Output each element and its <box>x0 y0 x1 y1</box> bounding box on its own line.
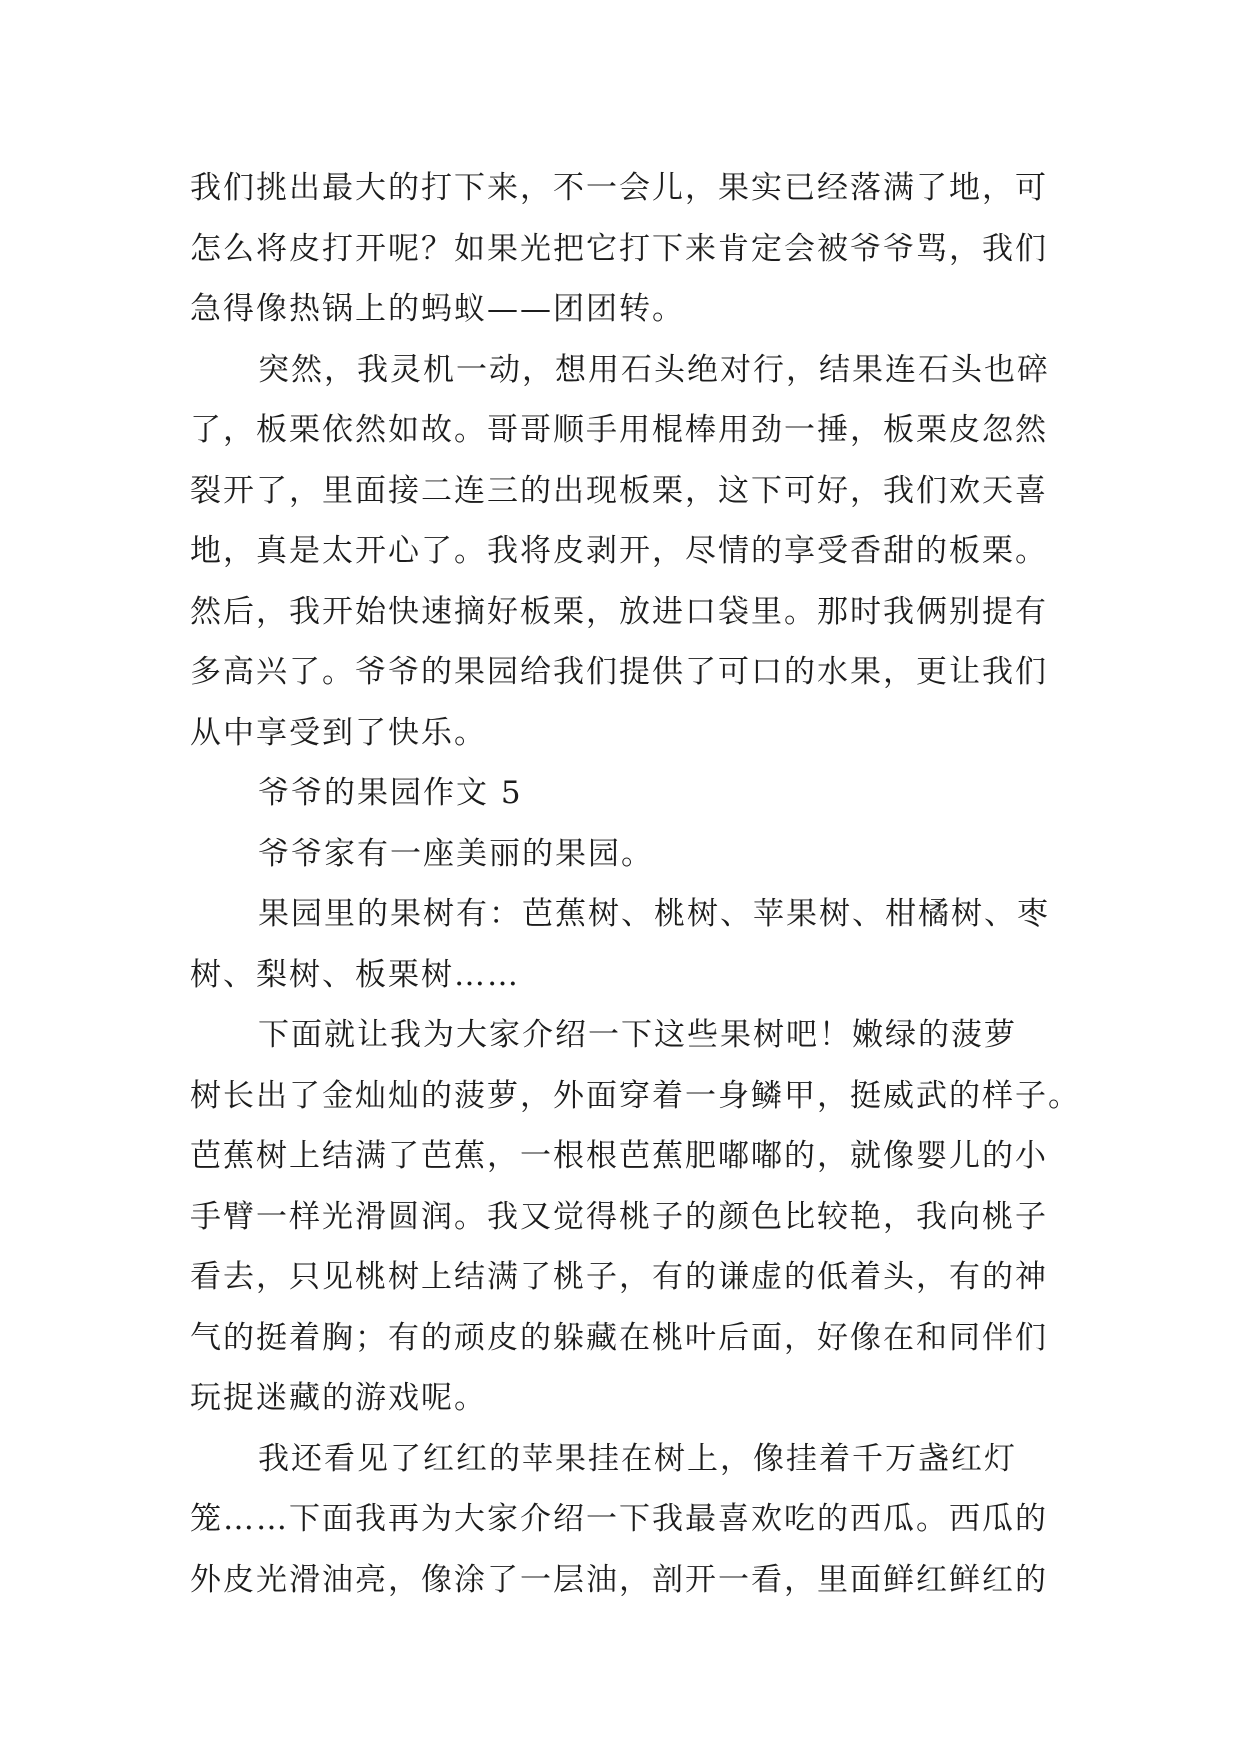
paragraph-first-line: 突然，我灵机一动，想用石头绝对行，结果连石头也碎 <box>258 351 1050 388</box>
text-line: 从中享受到了快乐。 <box>190 714 487 751</box>
text-line: 了，板栗依然如故。哥哥顺手用棍棒用劲一捶，板栗皮忽然 <box>190 412 1048 448</box>
text-line: 怎么将皮打开呢？如果光把它打下来肯定会被爷爷骂，我们 <box>190 230 1048 267</box>
text-line: 地，真是太开心了。我将皮剥开，尽情的享受香甜的板栗。 <box>190 533 1048 569</box>
paragraph-first-line: 爷爷家有一座美丽的果园。 <box>258 835 654 872</box>
text-line: 我们挑出最大的打下来，不一会儿，果实已经落满了地，可 <box>190 170 1048 206</box>
text-line: 手臂一样光滑圆润。我又觉得桃子的颜色比较艳，我向桃子 <box>190 1198 1048 1235</box>
paragraph-first-line: 我还看见了红红的苹果挂在树上，像挂着千万盏红灯 <box>258 1440 1017 1477</box>
text-line: 外皮光滑油亮，像涂了一层油，剖开一看，里面鲜红鲜红的 <box>190 1561 1048 1598</box>
text-line: 气的挺着胸；有的顽皮的躲藏在桃叶后面，好像在和同伴们 <box>190 1319 1048 1356</box>
text-line: 笼……下面我再为大家介绍一下我最喜欢吃的西瓜。西瓜的 <box>190 1501 1048 1537</box>
section-heading: 爷爷的果园作文 5 <box>258 775 523 811</box>
text-line: 玩捉迷藏的游戏呢。 <box>190 1380 487 1416</box>
text-line: 急得像热锅上的蚂蚁——团团转。 <box>190 291 685 327</box>
text-line: 芭蕉树上结满了芭蕉，一根根芭蕉肥嘟嘟的，就像婴儿的小 <box>190 1138 1048 1174</box>
text-line: 然后，我开始快速摘好板栗，放进口袋里。那时我俩别提有 <box>190 593 1048 630</box>
paragraph-first-line: 下面就让我为大家介绍一下这些果树吧！嫩绿的菠萝 <box>258 1017 1017 1053</box>
text-line: 树长出了金灿灿的菠萝，外面穿着一身鳞甲，挺威武的样子。 <box>190 1077 1081 1114</box>
text-line: 多高兴了。爷爷的果园给我们提供了可口的水果，更让我们 <box>190 654 1048 690</box>
text-line: 树、梨树、板栗树…… <box>190 956 520 993</box>
text-line: 裂开了，里面接二连三的出现板栗，这下可好，我们欢天喜 <box>190 472 1048 509</box>
document-body <box>190 158 1081 1610</box>
text-line: 看去，只见桃树上结满了桃子，有的谦虚的低着头，有的神 <box>190 1259 1048 1295</box>
paragraph-first-line: 果园里的果树有：芭蕉树、桃树、苹果树、柑橘树、枣 <box>258 896 1050 932</box>
